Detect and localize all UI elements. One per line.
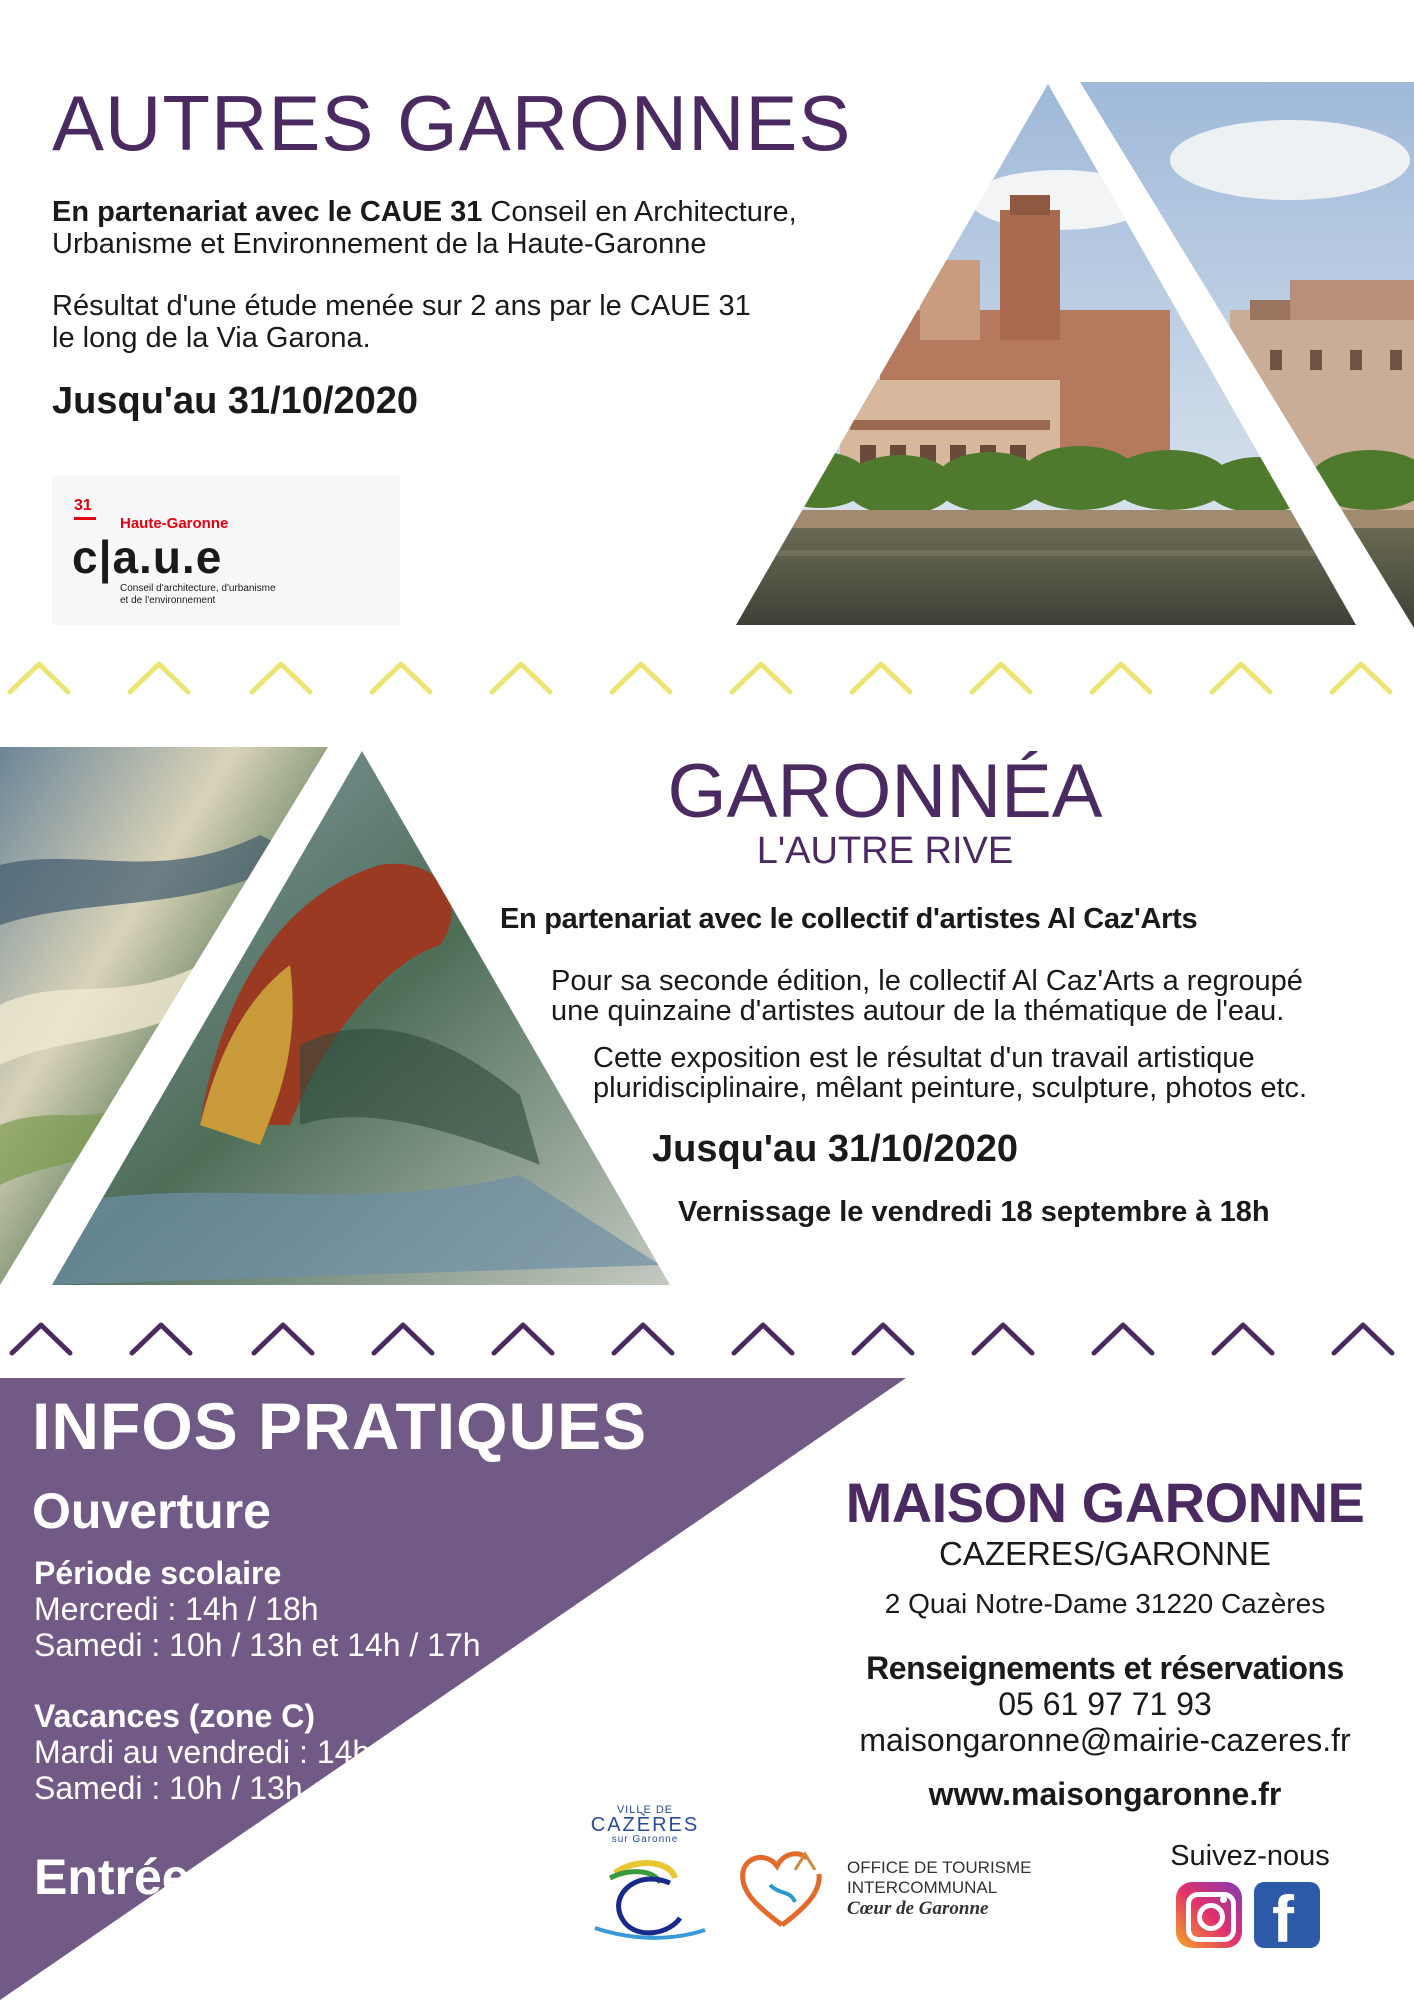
chevron-purple xyxy=(12,1325,70,1353)
office-tourisme-logo xyxy=(735,1840,1035,1940)
chevron-purple xyxy=(1214,1325,1272,1353)
venue-address: 2 Quai Notre-Dame 31220 Cazères xyxy=(884,1588,1326,1619)
expo1-study-line2: le long de la Via Garona. xyxy=(52,322,371,354)
chevron-yellow xyxy=(130,664,188,692)
holiday-line1: Mardi au vendredi : 14h / 18h xyxy=(34,1734,451,1770)
chevron-yellow xyxy=(612,664,670,692)
expo2-partner: En partenariat avec le collectif d'artistes Al Caz'Arts xyxy=(500,903,1198,935)
instagram-lens xyxy=(1197,1903,1225,1931)
chevron-yellow xyxy=(732,664,790,692)
expo2-date: Jusqu'au 31/10/2020 xyxy=(652,1128,1019,1170)
school-title: Période scolaire xyxy=(34,1555,282,1591)
chevron-row-purple xyxy=(0,1315,1414,1363)
venue-name: MAISON GARONNE xyxy=(845,1471,1365,1534)
infos-title: INFOS PRATIQUES xyxy=(32,1389,648,1463)
caue-logo-region: Haute-Garonne xyxy=(120,515,229,532)
ot-line2: INTERCOMMUNAL xyxy=(847,1878,998,1897)
info-title: Renseignements et réservations xyxy=(866,1650,1344,1686)
chevron-purple xyxy=(254,1325,312,1353)
chevron-yellow xyxy=(252,664,310,692)
chevron-yellow xyxy=(972,664,1030,692)
ville-de-label: VILLE DE xyxy=(616,1804,674,1816)
expo1-date: Jusqu'au 31/10/2020 xyxy=(52,380,419,422)
cazeres-c-emblem-icon xyxy=(575,1848,715,1948)
opening-title: Ouverture xyxy=(32,1483,271,1539)
expo2-title: GARONNÉA xyxy=(667,749,1103,834)
expo2-desc2-line2: pluridisciplinaire, mêlant peinture, sculpture, photos etc. xyxy=(593,1072,1308,1104)
holiday-line2: Samedi : 10h / 13h et 14h / 17h xyxy=(34,1770,481,1806)
expo2-vernissage: Vernissage le vendredi 18 septembre à 18h xyxy=(678,1196,1270,1228)
heart-mountain-icon xyxy=(735,1840,830,1935)
chevron-purple xyxy=(1334,1325,1392,1353)
follow-label: Suivez-nous xyxy=(1170,1840,1330,1872)
venue-email xyxy=(810,1722,1400,1759)
instagram-icon[interactable] xyxy=(1176,1882,1242,1948)
chevron-purple xyxy=(854,1325,912,1353)
chevron-yellow xyxy=(492,664,550,692)
chevron-purple xyxy=(974,1325,1032,1353)
expo2-subtitle: L'AUTRE RIVE xyxy=(756,830,1014,872)
chevron-purple xyxy=(374,1325,432,1353)
venue-phone xyxy=(810,1686,1400,1723)
chevron-purple xyxy=(494,1325,552,1353)
venue-city: CAZERES/GARONNE xyxy=(939,1535,1271,1572)
caue-logo-rule xyxy=(74,517,96,520)
cazeres-label: CAZÈRES xyxy=(590,1814,700,1836)
chevron-row-yellow xyxy=(0,654,1414,702)
website-link[interactable]: www.maisongaronne.fr xyxy=(928,1776,1282,1812)
school-line1: Mercredi : 14h / 18h xyxy=(34,1591,319,1627)
ville-cazeres-logo xyxy=(565,1800,725,1950)
chevron-yellow xyxy=(1212,664,1270,692)
facebook-icon[interactable] xyxy=(1254,1882,1320,1948)
holiday-title: Vacances (zone C) xyxy=(34,1698,315,1734)
chevron-yellow xyxy=(852,664,910,692)
email-link[interactable]: maisongaronne@mairie-cazeres.fr xyxy=(859,1722,1351,1758)
ot-line3: Cœur de Garonne xyxy=(847,1898,989,1919)
chevron-purple xyxy=(614,1325,672,1353)
sur-garonne-label: sur Garonne xyxy=(611,1834,679,1845)
phone-link[interactable]: 05 61 97 71 93 xyxy=(998,1686,1212,1722)
expo2-desc2-line1: Cette exposition est le résultat d'un travail artistique xyxy=(593,1042,1255,1074)
school-line2: Samedi : 10h / 13h et 14h / 17h xyxy=(34,1627,481,1663)
venue-website xyxy=(810,1776,1400,1813)
chevron-yellow xyxy=(1332,664,1390,692)
entry-free: Entrée libre xyxy=(34,1849,310,1905)
facebook-letter: f xyxy=(1272,1882,1294,1948)
caue-logo-number: 31 xyxy=(74,497,92,514)
expo2-desc1-line1: Pour sa seconde édition, le collectif Al Caz'Arts a regroupé xyxy=(551,965,1303,997)
expo2-desc1-line2: une quinzaine d'artistes autour de la thématique de l'eau. xyxy=(551,995,1285,1027)
chevron-purple xyxy=(734,1325,792,1353)
chevron-yellow xyxy=(372,664,430,692)
caue-logo-sub-line1: Conseil d'architecture, d'urbanisme xyxy=(120,583,276,594)
expo1-title: AUTRES GARONNES xyxy=(52,79,852,167)
chevron-yellow xyxy=(10,664,68,692)
expo1-study-line1: Résultat d'une étude menée sur 2 ans par le CAUE 31 xyxy=(52,290,751,322)
chevron-purple xyxy=(132,1325,190,1353)
expo1-partner-line2: Urbanisme et Environnement de la Haute-Garonne xyxy=(52,228,707,260)
caue-logo-subtitle xyxy=(120,583,340,607)
caue-logo-word: c|a.u.e xyxy=(72,531,223,583)
expo1-partner-rest: Conseil en Architecture, xyxy=(482,196,797,228)
expo1-photo xyxy=(730,80,1414,630)
instagram-dot xyxy=(1220,1896,1227,1903)
chevron-yellow xyxy=(1092,664,1150,692)
chevron-purple xyxy=(1094,1325,1152,1353)
expo1-partner-bold: En partenariat avec le CAUE 31 xyxy=(52,196,483,228)
ot-line1: OFFICE DE TOURISME xyxy=(847,1858,1032,1877)
caue-logo xyxy=(52,475,400,625)
caue-logo-sub-line2: et de l'environnement xyxy=(120,595,216,606)
